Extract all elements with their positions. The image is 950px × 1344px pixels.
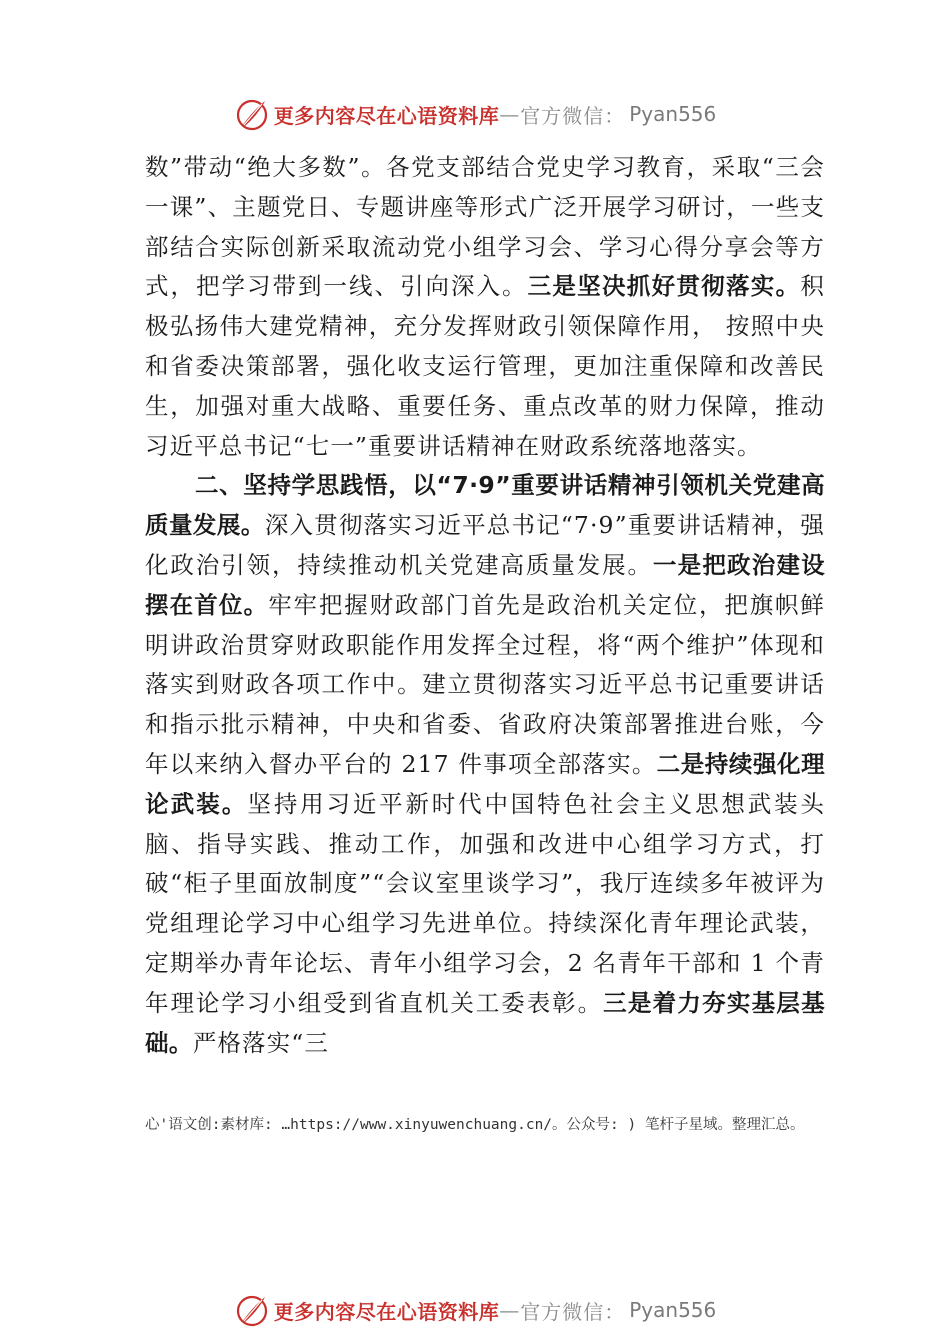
- watermark-contact-id: Pyan556: [629, 102, 717, 126]
- paragraph-2-text-b: 牢牢把握财政部门首先是政治机关定位，把旗帜鲜明讲政治贯穿财政职能作用发挥全过程，将“两个维护”体现和落实到财政各项工作中。建立贯彻落实习近平总书记重要讲话和指示批示精神，中央和省委、省政府决策部署推进台账，今年以来纳入督办平台的 217 件事项全部落实。: [145, 590, 826, 778]
- paragraph-1-text-a: 数”带动“绝大多数”。各党支部结合党史学习教育，采取“三会一课”、主题党日、专题讲座等形式广泛开展学习研讨，一些支部结合实际创新采取流动党小组学习会、学习心得分享会等方式，把学习带到一线、引向深入。: [145, 153, 825, 301]
- watermark-main-text: 更多内容尽在心语资料库: [273, 103, 500, 128]
- watermark-contact-id: Pyan556: [629, 1298, 717, 1322]
- paragraph-2: [145, 466, 825, 1063]
- paragraph-2-bold-lead-1: 一是把政治建设摆在首位。: [145, 550, 825, 619]
- paragraph-2-text-c: 坚持用习近平新时代中国特色社会主义思想武装头脑、指导实践、推动工作，加强和改进中心组学习方式，打破“柜子里面放制度”“会议室里谈学习”，我厅连续多年被评为党组理论学习中心组学习先进单位。持续深化青年理论武装，定期举办青年论坛、青年小组学习会，2 名青年干部和 1 个青年理论学习小组受到省直机关工委表彰。: [145, 789, 825, 1017]
- section-heading-2: 二、坚持学思践悟，以“7·9”重要讲话精神引领机关党建高质量发展。: [145, 471, 825, 540]
- paragraph-1-text-b: 积极弘扬伟大建党精神，充分发挥财政引领保障作用， 按照中央和省委决策部署，强化收支运行管理，更加注重保障和改善民生，加强对重大战略、重要任务、重点改革的财力保障，推动习近平总书记“七一”重要讲话精神在财政系统落地落实。: [145, 272, 826, 460]
- paragraph-1: [145, 148, 825, 466]
- watermark-dash: —: [499, 102, 521, 126]
- watermark-contact-label: 官方微信：: [520, 1299, 626, 1324]
- paragraph-2-bold-lead-3: 三是着力夯实基层基础。: [145, 988, 825, 1057]
- paragraph-1-bold-lead: 三是坚决抓好贯彻落实。: [527, 272, 801, 301]
- watermark-dash: —: [499, 1298, 521, 1322]
- paragraph-2-text-d: 严格落实“三: [192, 1028, 329, 1057]
- document-body: [145, 148, 825, 1063]
- paragraph-2-text-a: 深入贯彻落实习近平总书记“7·9”重要讲话精神，强化政治引领，持续推动机关党建高质量发展。: [145, 511, 826, 579]
- footer-note: 心'语文创:素材库: …https://www.xinyuwenchuang.cn/。公众号: ) 笔杆子星域。整理汇总。: [145, 1117, 805, 1133]
- watermark-main-text: 更多内容尽在心语资料库: [273, 1299, 500, 1324]
- feather-pen-seal-icon: [234, 96, 270, 132]
- paragraph-2-bold-lead-2: 二是持续强化理论武装。: [145, 749, 826, 818]
- watermark-contact-label: 官方微信：: [520, 103, 626, 128]
- feather-pen-seal-icon: [234, 1292, 270, 1328]
- watermark-header: [0, 94, 950, 134]
- watermark-footer: [0, 1290, 950, 1330]
